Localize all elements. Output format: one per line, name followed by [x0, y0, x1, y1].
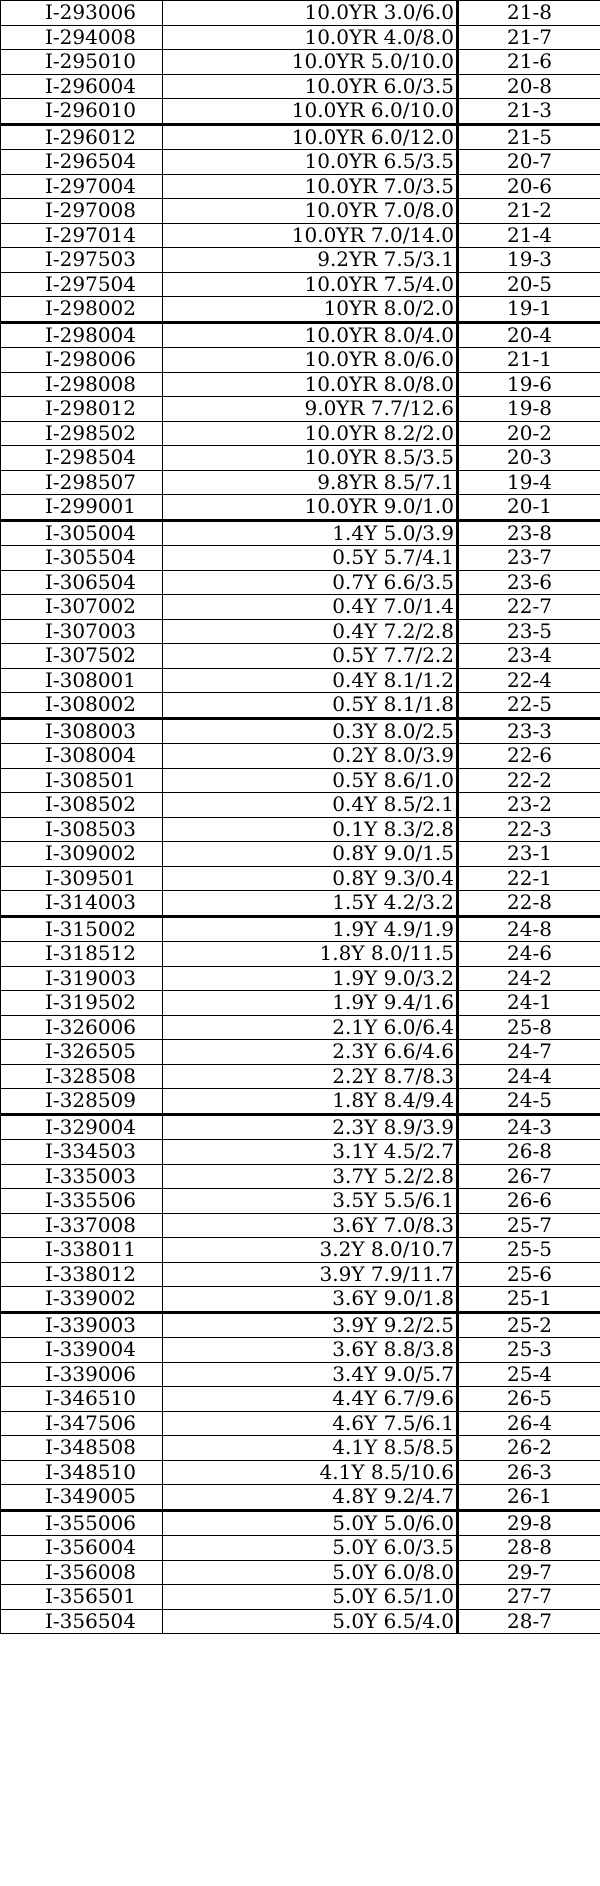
table-row	[1, 793, 600, 818]
table-row	[1, 1, 600, 26]
munsell-notation-cell: 3.5Y 5.5/6.1	[163, 1189, 458, 1214]
munsell-notation-cell: 10.0YR 3.0/6.0	[163, 1, 458, 26]
reference-cell: 21-8	[458, 1, 600, 26]
munsell-notation-cell: 3.9Y 9.2/2.5	[163, 1312, 458, 1338]
reference-cell: 24-8	[458, 916, 600, 942]
munsell-notation-cell: 4.6Y 7.5/6.1	[163, 1411, 458, 1436]
table-row	[1, 991, 600, 1016]
code-cell: I-339004	[1, 1338, 163, 1363]
code-cell: I-298002	[1, 297, 163, 323]
munsell-notation-cell: 0.4Y 7.2/2.8	[163, 619, 458, 644]
reference-cell: 23-8	[458, 520, 600, 546]
munsell-notation-cell: 10.0YR 5.0/10.0	[163, 50, 458, 75]
table-row	[1, 50, 600, 75]
reference-cell: 21-7	[458, 25, 600, 50]
munsell-notation-cell: 1.9Y 4.9/1.9	[163, 916, 458, 942]
reference-cell: 20-1	[458, 495, 600, 521]
reference-cell: 28-7	[458, 1609, 600, 1634]
reference-cell: 19-1	[458, 297, 600, 323]
reference-cell: 24-1	[458, 991, 600, 1016]
munsell-notation-cell: 2.1Y 6.0/6.4	[163, 1015, 458, 1040]
table-row	[1, 891, 600, 917]
table-row	[1, 1164, 600, 1189]
munsell-notation-cell: 0.2Y 8.0/3.9	[163, 744, 458, 769]
code-cell: I-356008	[1, 1560, 163, 1585]
table-row	[1, 150, 600, 175]
reference-cell: 25-4	[458, 1362, 600, 1387]
reference-cell: 19-4	[458, 470, 600, 495]
munsell-notation-cell: 9.0YR 7.7/12.6	[163, 397, 458, 422]
table-row	[1, 619, 600, 644]
table-row	[1, 124, 600, 150]
munsell-notation-cell: 0.3Y 8.0/2.5	[163, 718, 458, 744]
munsell-notation-cell: 0.5Y 8.1/1.8	[163, 693, 458, 719]
munsell-notation-cell: 0.5Y 7.7/2.2	[163, 644, 458, 669]
reference-cell: 29-8	[458, 1510, 600, 1536]
reference-cell: 29-7	[458, 1560, 600, 1585]
munsell-notation-cell: 3.6Y 9.0/1.8	[163, 1287, 458, 1313]
table-row	[1, 322, 600, 348]
reference-cell: 24-4	[458, 1064, 600, 1089]
munsell-notation-cell: 3.7Y 5.2/2.8	[163, 1164, 458, 1189]
table-row	[1, 1560, 600, 1585]
code-cell: I-348510	[1, 1460, 163, 1485]
munsell-notation-cell: 10.0YR 7.5/4.0	[163, 272, 458, 297]
reference-cell: 20-2	[458, 421, 600, 446]
munsell-notation-cell: 0.8Y 9.3/0.4	[163, 866, 458, 891]
code-cell: I-298502	[1, 421, 163, 446]
table-row	[1, 595, 600, 620]
munsell-notation-cell: 10.0YR 4.0/8.0	[163, 25, 458, 50]
table-row	[1, 421, 600, 446]
munsell-notation-cell: 10.0YR 8.0/4.0	[163, 322, 458, 348]
code-cell: I-309501	[1, 866, 163, 891]
table-row	[1, 693, 600, 719]
munsell-notation-cell: 5.0Y 6.0/8.0	[163, 1560, 458, 1585]
code-cell: I-337008	[1, 1213, 163, 1238]
code-cell: I-308003	[1, 718, 163, 744]
reference-cell: 23-7	[458, 546, 600, 571]
code-cell: I-338012	[1, 1262, 163, 1287]
code-cell: I-296504	[1, 150, 163, 175]
reference-cell: 23-5	[458, 619, 600, 644]
table-body	[1, 1, 600, 1634]
reference-cell: 22-5	[458, 693, 600, 719]
reference-cell: 26-7	[458, 1164, 600, 1189]
table-row	[1, 768, 600, 793]
reference-cell: 25-2	[458, 1312, 600, 1338]
table-row	[1, 25, 600, 50]
munsell-notation-cell: 3.4Y 9.0/5.7	[163, 1362, 458, 1387]
table-row	[1, 470, 600, 495]
code-cell: I-306504	[1, 570, 163, 595]
table-row	[1, 199, 600, 224]
table-row	[1, 1312, 600, 1338]
table-row	[1, 1213, 600, 1238]
table-row	[1, 916, 600, 942]
munsell-notation-cell: 4.1Y 8.5/8.5	[163, 1436, 458, 1461]
reference-cell: 25-8	[458, 1015, 600, 1040]
reference-cell: 20-5	[458, 272, 600, 297]
munsell-notation-cell: 0.8Y 9.0/1.5	[163, 842, 458, 867]
reference-cell: 20-8	[458, 74, 600, 99]
munsell-notation-cell: 3.2Y 8.0/10.7	[163, 1238, 458, 1263]
table-row	[1, 1287, 600, 1313]
code-cell: I-328509	[1, 1089, 163, 1115]
reference-cell: 26-2	[458, 1436, 600, 1461]
table-row	[1, 718, 600, 744]
munsell-notation-cell: 10.0YR 6.5/3.5	[163, 150, 458, 175]
table-row	[1, 1238, 600, 1263]
reference-cell: 23-6	[458, 570, 600, 595]
code-cell: I-294008	[1, 25, 163, 50]
munsell-notation-cell: 2.2Y 8.7/8.3	[163, 1064, 458, 1089]
table-row	[1, 817, 600, 842]
munsell-notation-cell: 4.4Y 6.7/9.6	[163, 1387, 458, 1412]
code-cell: I-339003	[1, 1312, 163, 1338]
munsell-notation-cell: 10YR 8.0/2.0	[163, 297, 458, 323]
reference-cell: 22-2	[458, 768, 600, 793]
reference-cell: 23-1	[458, 842, 600, 867]
code-cell: I-318512	[1, 942, 163, 967]
munsell-notation-cell: 10.0YR 9.0/1.0	[163, 495, 458, 521]
munsell-notation-cell: 0.5Y 8.6/1.0	[163, 768, 458, 793]
reference-cell: 23-3	[458, 718, 600, 744]
munsell-notation-cell: 10.0YR 6.0/10.0	[163, 99, 458, 125]
code-cell: I-305504	[1, 546, 163, 571]
table-row	[1, 372, 600, 397]
code-cell: I-309002	[1, 842, 163, 867]
table-row	[1, 1436, 600, 1461]
table-row	[1, 248, 600, 273]
code-cell: I-329004	[1, 1114, 163, 1140]
table-row	[1, 1387, 600, 1412]
code-cell: I-315002	[1, 916, 163, 942]
reference-cell: 25-5	[458, 1238, 600, 1263]
table-row	[1, 1460, 600, 1485]
reference-cell: 24-6	[458, 942, 600, 967]
reference-cell: 28-8	[458, 1536, 600, 1561]
reference-cell: 24-2	[458, 966, 600, 991]
reference-cell: 22-7	[458, 595, 600, 620]
munsell-notation-cell: 3.1Y 4.5/2.7	[163, 1140, 458, 1165]
munsell-notation-cell: 9.8YR 8.5/7.1	[163, 470, 458, 495]
code-cell: I-308502	[1, 793, 163, 818]
code-cell: I-355006	[1, 1510, 163, 1536]
reference-cell: 21-3	[458, 99, 600, 125]
table-row	[1, 570, 600, 595]
table-row	[1, 520, 600, 546]
table-row	[1, 272, 600, 297]
reference-cell: 20-6	[458, 174, 600, 199]
reference-cell: 24-3	[458, 1114, 600, 1140]
munsell-notation-cell: 2.3Y 8.9/3.9	[163, 1114, 458, 1140]
reference-cell: 26-8	[458, 1140, 600, 1165]
table-row	[1, 297, 600, 323]
code-cell: I-299001	[1, 495, 163, 521]
code-cell: I-326505	[1, 1040, 163, 1065]
table-row	[1, 1089, 600, 1115]
reference-cell: 20-3	[458, 446, 600, 471]
reference-cell: 19-3	[458, 248, 600, 273]
munsell-notation-cell: 10.0YR 7.0/3.5	[163, 174, 458, 199]
table-row	[1, 348, 600, 373]
table-row	[1, 1189, 600, 1214]
table-row	[1, 1609, 600, 1634]
code-cell: I-356501	[1, 1585, 163, 1610]
table-row	[1, 174, 600, 199]
reference-cell: 25-6	[458, 1262, 600, 1287]
code-cell: I-338011	[1, 1238, 163, 1263]
code-cell: I-307003	[1, 619, 163, 644]
munsell-notation-cell: 3.6Y 8.8/3.8	[163, 1338, 458, 1363]
munsell-notation-cell: 10.0YR 7.0/14.0	[163, 223, 458, 248]
reference-cell: 23-2	[458, 793, 600, 818]
munsell-notation-cell: 3.9Y 7.9/11.7	[163, 1262, 458, 1287]
table-row	[1, 99, 600, 125]
munsell-notation-cell: 4.8Y 9.2/4.7	[163, 1485, 458, 1511]
code-cell: I-339006	[1, 1362, 163, 1387]
table-row	[1, 644, 600, 669]
code-cell: I-308001	[1, 668, 163, 693]
code-cell: I-356004	[1, 1536, 163, 1561]
table-row	[1, 223, 600, 248]
table-row	[1, 1140, 600, 1165]
munsell-notation-cell: 0.7Y 6.6/3.5	[163, 570, 458, 595]
munsell-notation-cell: 3.6Y 7.0/8.3	[163, 1213, 458, 1238]
code-cell: I-335003	[1, 1164, 163, 1189]
table-row	[1, 866, 600, 891]
reference-cell: 22-1	[458, 866, 600, 891]
code-cell: I-295010	[1, 50, 163, 75]
munsell-notation-cell: 10.0YR 8.0/6.0	[163, 348, 458, 373]
code-cell: I-348508	[1, 1436, 163, 1461]
code-cell: I-319502	[1, 991, 163, 1016]
code-cell: I-297014	[1, 223, 163, 248]
code-cell: I-307002	[1, 595, 163, 620]
reference-cell: 25-1	[458, 1287, 600, 1313]
munsell-notation-cell: 9.2YR 7.5/3.1	[163, 248, 458, 273]
munsell-notation-cell: 5.0Y 6.5/4.0	[163, 1609, 458, 1634]
table-row	[1, 1585, 600, 1610]
reference-cell: 22-6	[458, 744, 600, 769]
munsell-notation-cell: 1.4Y 5.0/3.9	[163, 520, 458, 546]
munsell-notation-cell: 10.0YR 7.0/8.0	[163, 199, 458, 224]
reference-cell: 19-8	[458, 397, 600, 422]
table-row	[1, 842, 600, 867]
reference-cell: 24-7	[458, 1040, 600, 1065]
code-cell: I-308002	[1, 693, 163, 719]
table-row	[1, 446, 600, 471]
reference-cell: 20-7	[458, 150, 600, 175]
code-cell: I-339002	[1, 1287, 163, 1313]
reference-cell: 26-6	[458, 1189, 600, 1214]
code-cell: I-296010	[1, 99, 163, 125]
munsell-notation-cell: 10.0YR 6.0/3.5	[163, 74, 458, 99]
code-cell: I-356504	[1, 1609, 163, 1634]
code-cell: I-308503	[1, 817, 163, 842]
table-row	[1, 1262, 600, 1287]
code-cell: I-308004	[1, 744, 163, 769]
table-row	[1, 1064, 600, 1089]
reference-cell: 26-3	[458, 1460, 600, 1485]
munsell-notation-cell: 5.0Y 6.0/3.5	[163, 1536, 458, 1561]
code-cell: I-314003	[1, 891, 163, 917]
munsell-notation-cell: 1.8Y 8.4/9.4	[163, 1089, 458, 1115]
munsell-notation-cell: 5.0Y 6.5/1.0	[163, 1585, 458, 1610]
table-row	[1, 1362, 600, 1387]
code-cell: I-335506	[1, 1189, 163, 1214]
reference-cell: 26-5	[458, 1387, 600, 1412]
code-cell: I-297504	[1, 272, 163, 297]
munsell-notation-cell: 10.0YR 6.0/12.0	[163, 124, 458, 150]
table-row	[1, 942, 600, 967]
table-row	[1, 1114, 600, 1140]
code-cell: I-296004	[1, 74, 163, 99]
code-cell: I-297004	[1, 174, 163, 199]
reference-cell: 22-4	[458, 668, 600, 693]
munsell-notation-cell: 1.9Y 9.4/1.6	[163, 991, 458, 1016]
code-cell: I-297008	[1, 199, 163, 224]
code-cell: I-347506	[1, 1411, 163, 1436]
code-cell: I-298008	[1, 372, 163, 397]
code-cell: I-298012	[1, 397, 163, 422]
table-row	[1, 668, 600, 693]
code-cell: I-298504	[1, 446, 163, 471]
code-cell: I-297503	[1, 248, 163, 273]
reference-cell: 26-1	[458, 1485, 600, 1511]
reference-cell: 22-3	[458, 817, 600, 842]
code-cell: I-349005	[1, 1485, 163, 1511]
reference-cell: 23-4	[458, 644, 600, 669]
table-row	[1, 1536, 600, 1561]
munsell-notation-cell: 0.5Y 5.7/4.1	[163, 546, 458, 571]
reference-cell: 25-3	[458, 1338, 600, 1363]
reference-cell: 24-5	[458, 1089, 600, 1115]
munsell-notation-cell: 10.0YR 8.0/8.0	[163, 372, 458, 397]
munsell-notation-cell: 10.0YR 8.5/3.5	[163, 446, 458, 471]
code-cell: I-346510	[1, 1387, 163, 1412]
table-row	[1, 966, 600, 991]
munsell-notation-cell: 0.4Y 8.1/1.2	[163, 668, 458, 693]
munsell-notation-cell: 1.8Y 8.0/11.5	[163, 942, 458, 967]
reference-cell: 21-6	[458, 50, 600, 75]
munsell-notation-cell: 0.4Y 8.5/2.1	[163, 793, 458, 818]
table-row	[1, 546, 600, 571]
munsell-notation-cell: 5.0Y 5.0/6.0	[163, 1510, 458, 1536]
code-cell: I-319003	[1, 966, 163, 991]
reference-cell: 21-2	[458, 199, 600, 224]
table-row	[1, 397, 600, 422]
reference-cell: 19-6	[458, 372, 600, 397]
table-row	[1, 1510, 600, 1536]
munsell-notation-cell: 1.5Y 4.2/3.2	[163, 891, 458, 917]
munsell-notation-cell: 1.9Y 9.0/3.2	[163, 966, 458, 991]
code-cell: I-298004	[1, 322, 163, 348]
code-cell: I-298507	[1, 470, 163, 495]
code-cell: I-296012	[1, 124, 163, 150]
table-row	[1, 1411, 600, 1436]
munsell-notation-cell: 4.1Y 8.5/10.6	[163, 1460, 458, 1485]
code-cell: I-307502	[1, 644, 163, 669]
table-row	[1, 1015, 600, 1040]
code-cell: I-293006	[1, 1, 163, 26]
munsell-notation-cell: 10.0YR 8.2/2.0	[163, 421, 458, 446]
code-cell: I-334503	[1, 1140, 163, 1165]
table-row	[1, 1338, 600, 1363]
reference-cell: 26-4	[458, 1411, 600, 1436]
reference-cell: 25-7	[458, 1213, 600, 1238]
reference-cell: 21-1	[458, 348, 600, 373]
reference-cell: 27-7	[458, 1585, 600, 1610]
code-cell: I-328508	[1, 1064, 163, 1089]
table-row	[1, 1040, 600, 1065]
code-cell: I-326006	[1, 1015, 163, 1040]
code-cell: I-305004	[1, 520, 163, 546]
table-row	[1, 495, 600, 521]
code-cell: I-298006	[1, 348, 163, 373]
reference-cell: 20-4	[458, 322, 600, 348]
table-row	[1, 744, 600, 769]
reference-cell: 22-8	[458, 891, 600, 917]
table-row	[1, 1485, 600, 1511]
reference-cell: 21-5	[458, 124, 600, 150]
munsell-notation-cell: 0.4Y 7.0/1.4	[163, 595, 458, 620]
table-row	[1, 74, 600, 99]
munsell-notation-cell: 2.3Y 6.6/4.6	[163, 1040, 458, 1065]
munsell-notation-cell: 0.1Y 8.3/2.8	[163, 817, 458, 842]
code-cell: I-308501	[1, 768, 163, 793]
reference-cell: 21-4	[458, 223, 600, 248]
